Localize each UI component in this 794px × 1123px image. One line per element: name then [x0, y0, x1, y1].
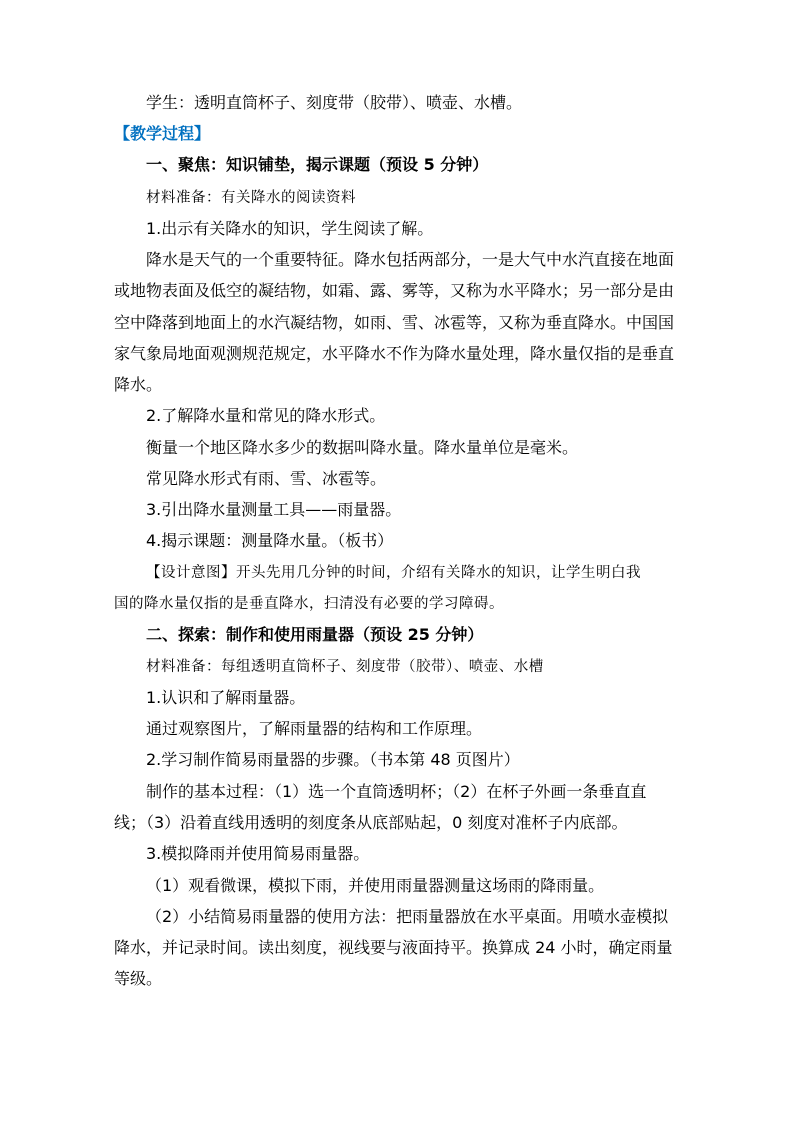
design-intent-l2: 国的降水量仅指的是垂直降水，扫清没有必要的学习障碍。 — [114, 596, 504, 612]
step-1-1: 1.出示有关降水的知识，学生阅读了解。 — [146, 219, 434, 238]
paragraph-forms: 常见降水形式有雨、雪、冰雹等。 — [146, 469, 387, 488]
step-1-2: 2.了解降水量和常见的降水形式。 — [146, 406, 386, 425]
design-intent-l1: 【设计意图】开头先用几分钟的时间，介绍有关降水的知识，让学生明白我 — [146, 565, 641, 581]
sub-step-1: （1）观看微课，模拟下雨，并使用雨量器测量这场雨的降雨量。 — [146, 876, 605, 895]
paragraph-observe: 通过观察图片，了解雨量器的结构和工作原理。 — [146, 719, 483, 738]
materials-students: 学生：透明直筒杯子、刻度带（胶带）、喷壶、水槽。 — [146, 93, 523, 112]
part-two-heading: 二、探索：制作和使用雨量器（预设 25 分钟） — [146, 625, 484, 644]
step-1-3: 3.引出降水量测量工具——雨量器。 — [146, 500, 402, 519]
paragraph-measurement: 衡量一个地区降水多少的数据叫降水量。降水量单位是毫米。 — [146, 438, 579, 457]
materials-prep-2: 材料准备：每组透明直筒杯子、刻度带（胶带）、喷壶、水槽 — [146, 659, 544, 675]
sub-step-2-l2: 降水，并记录时间。读出刻度，视线要与液面持平。换算成 24 小时，确定雨量 — [114, 938, 673, 957]
step-2-1: 1.认识和了解雨量器。 — [146, 688, 306, 707]
paragraph-process-l2: 线；（3）沿着直线用透明的刻度条从底部贴起，0 刻度对准杯子内底部。 — [114, 813, 628, 832]
step-2-2: 2.学习制作简易雨量器的步骤。（书本第 48 页图片） — [146, 750, 520, 769]
sub-step-2-l3: 等级。 — [114, 969, 163, 988]
paragraph-process-l1: 制作的基本过程：（1）选一个直筒透明杯；（2）在杯子外画一条垂直直 — [146, 782, 647, 801]
part-one-heading: 一、聚焦：知识铺垫，揭示课题（预设 5 分钟） — [146, 155, 489, 174]
section-heading-teaching-process: 【教学过程】 — [114, 124, 211, 143]
paragraph-precipitation-l5: 降水。 — [114, 375, 163, 394]
paragraph-precipitation-l1: 降水是天气的一个重要特征。降水包括两部分，一是大气中水汽直接在地面 — [146, 250, 675, 269]
step-1-4: 4.揭示课题：测量降水量。（板书） — [146, 531, 394, 550]
paragraph-precipitation-l3: 空中降落到地面上的水汽凝结物，如雨、雪、冰雹等，又称为垂直降水。中国国 — [114, 313, 675, 332]
step-2-3: 3.模拟降雨并使用简易雨量器。 — [146, 844, 370, 863]
paragraph-precipitation-l4: 家气象局地面观测规范规定，水平降水不作为降水量处理，降水量仅指的是垂直 — [114, 344, 675, 363]
paragraph-precipitation-l2: 或地物表面及低空的凝结物，如霜、露、雾等，又称为水平降水；另一部分是由 — [114, 281, 675, 300]
materials-prep-1: 材料准备：有关降水的阅读资料 — [146, 190, 356, 206]
sub-step-2-l1: （2）小结简易雨量器的使用方法：把雨量器放在水平桌面。用喷水壶模拟 — [146, 907, 669, 926]
